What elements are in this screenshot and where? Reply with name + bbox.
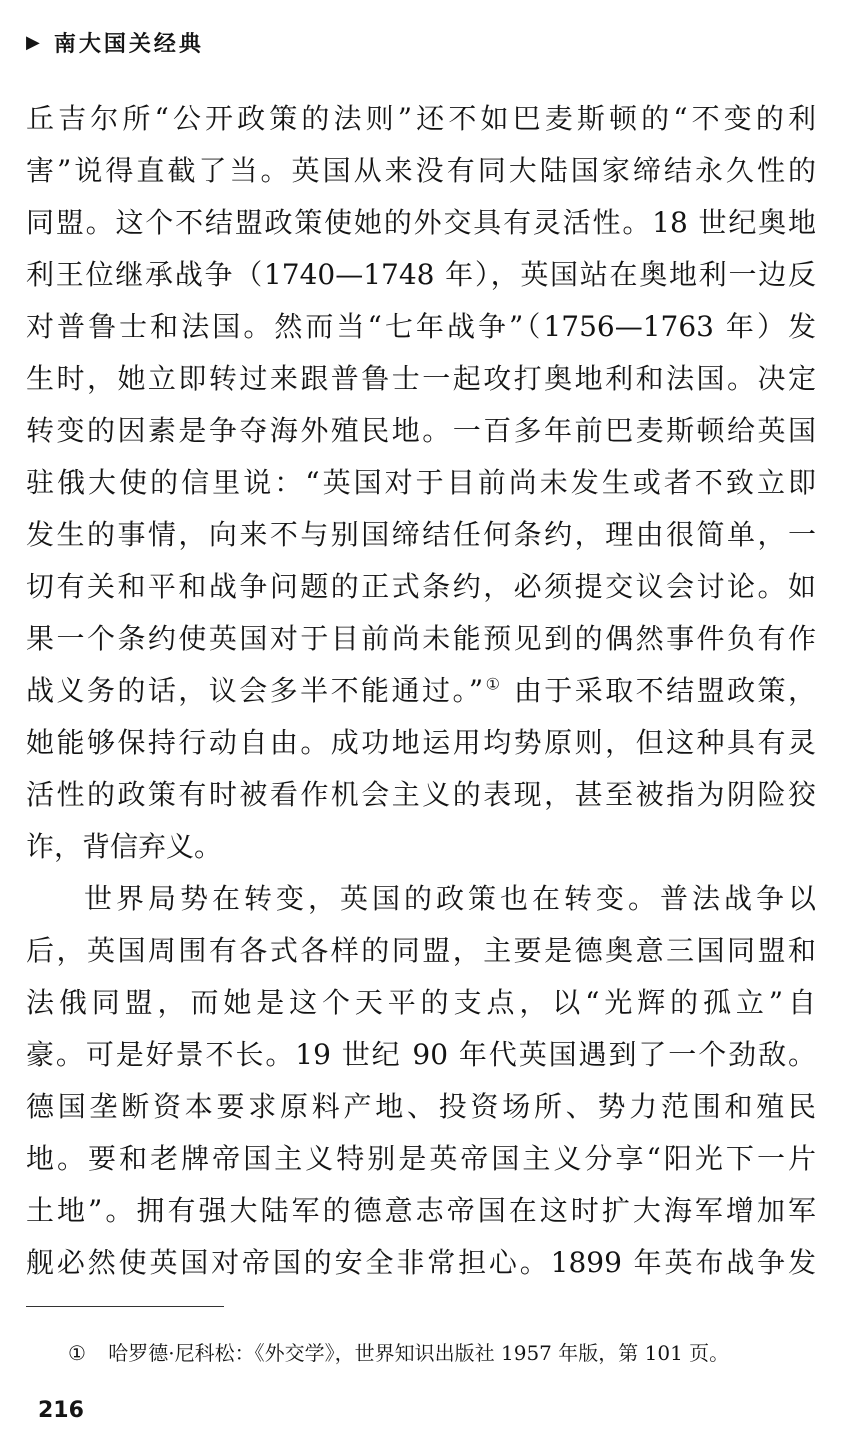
page-number: 216: [38, 1398, 84, 1423]
text-line: 切有关和平和战争问题的正式条约，必须提交议会讨论。如: [26, 570, 816, 603]
text-line: 活性的政策有时被看作机会主义的表现，甚至被指为阴险狡: [26, 778, 816, 811]
triangle-marker-icon: ▶: [26, 31, 40, 53]
text-line: 丘吉尔所“公开政策的法则”还不如巴麦斯顿的“不变的利: [26, 102, 816, 135]
book-series-title: 南大国关经典: [53, 31, 204, 57]
text-line: 法俄同盟，而她是这个天平的支点，以“光辉的孤立”自: [26, 986, 816, 1019]
running-header: [26, 26, 204, 58]
text-line: 地。要和老牌帝国主义特别是英帝国主义分享“阳光下一片: [26, 1142, 816, 1175]
text-line: 对普鲁士和法国。然而当“七年战争”（1756—1763 年）发: [26, 310, 816, 343]
text-segment: 由于采取不结盟政策，: [502, 674, 816, 707]
text-segment: 战义务的话，议会多半不能通过。”: [26, 674, 484, 707]
text-line-with-footnote-ref: [26, 665, 816, 717]
body-text: [26, 93, 816, 1289]
text-line: 转变的因素是争夺海外殖民地。一百多年前巴麦斯顿给英国: [26, 414, 816, 447]
text-line: 诈，背信弃义。: [26, 830, 223, 863]
text-line: 利王位继承战争（1740—1748 年），英国站在奥地利一边反: [26, 258, 816, 291]
text-line: 豪。可是好景不长。19 世纪 90 年代英国遇到了一个劲敌。: [26, 1038, 816, 1071]
footnote-text: 哈罗德·尼科松：《外交学》，世界知识出版社 1957 年版，第 101 页。: [108, 1341, 730, 1365]
text-line-paragraph-start: 世界局势在转变，英国的政策也在转变。普法战争以: [84, 882, 816, 915]
text-line: 舰必然使英国对帝国的安全非常担心。1899 年英布战争发: [26, 1246, 816, 1279]
text-line: 同盟。这个不结盟政策使她的外交具有灵活性。18 世纪奥地: [26, 206, 816, 239]
text-line: 生时，她立即转过来跟普鲁士一起攻打奥地利和法国。决定: [26, 362, 816, 395]
text-line: 她能够保持行动自由。成功地运用均势原则，但这种具有灵: [26, 726, 816, 759]
text-line: 后，英国周围有各式各样的同盟，主要是德奥意三国同盟和: [26, 934, 816, 967]
footnote: [68, 1338, 729, 1368]
text-line: 害”说得直截了当。英国从来没有同大陆国家缔结永久性的: [26, 154, 816, 187]
text-line: 果一个条约使英国对于目前尚未能预见到的偶然事件负有作: [26, 622, 816, 655]
footnote-marker: ①: [68, 1341, 86, 1365]
text-line: 驻俄大使的信里说：“英国对于目前尚未发生或者不致立即: [26, 466, 816, 499]
text-line: 德国垄断资本要求原料产地、投资场所、势力范围和殖民: [26, 1090, 816, 1123]
footnote-separator: [26, 1306, 224, 1307]
footnote-reference[interactable]: ①: [483, 674, 503, 694]
text-line: 土地”。拥有强大陆军的德意志帝国在这时扩大海军增加军: [26, 1194, 816, 1227]
text-line: 发生的事情，向来不与别国缔结任何条约，理由很简单，一: [26, 518, 816, 551]
